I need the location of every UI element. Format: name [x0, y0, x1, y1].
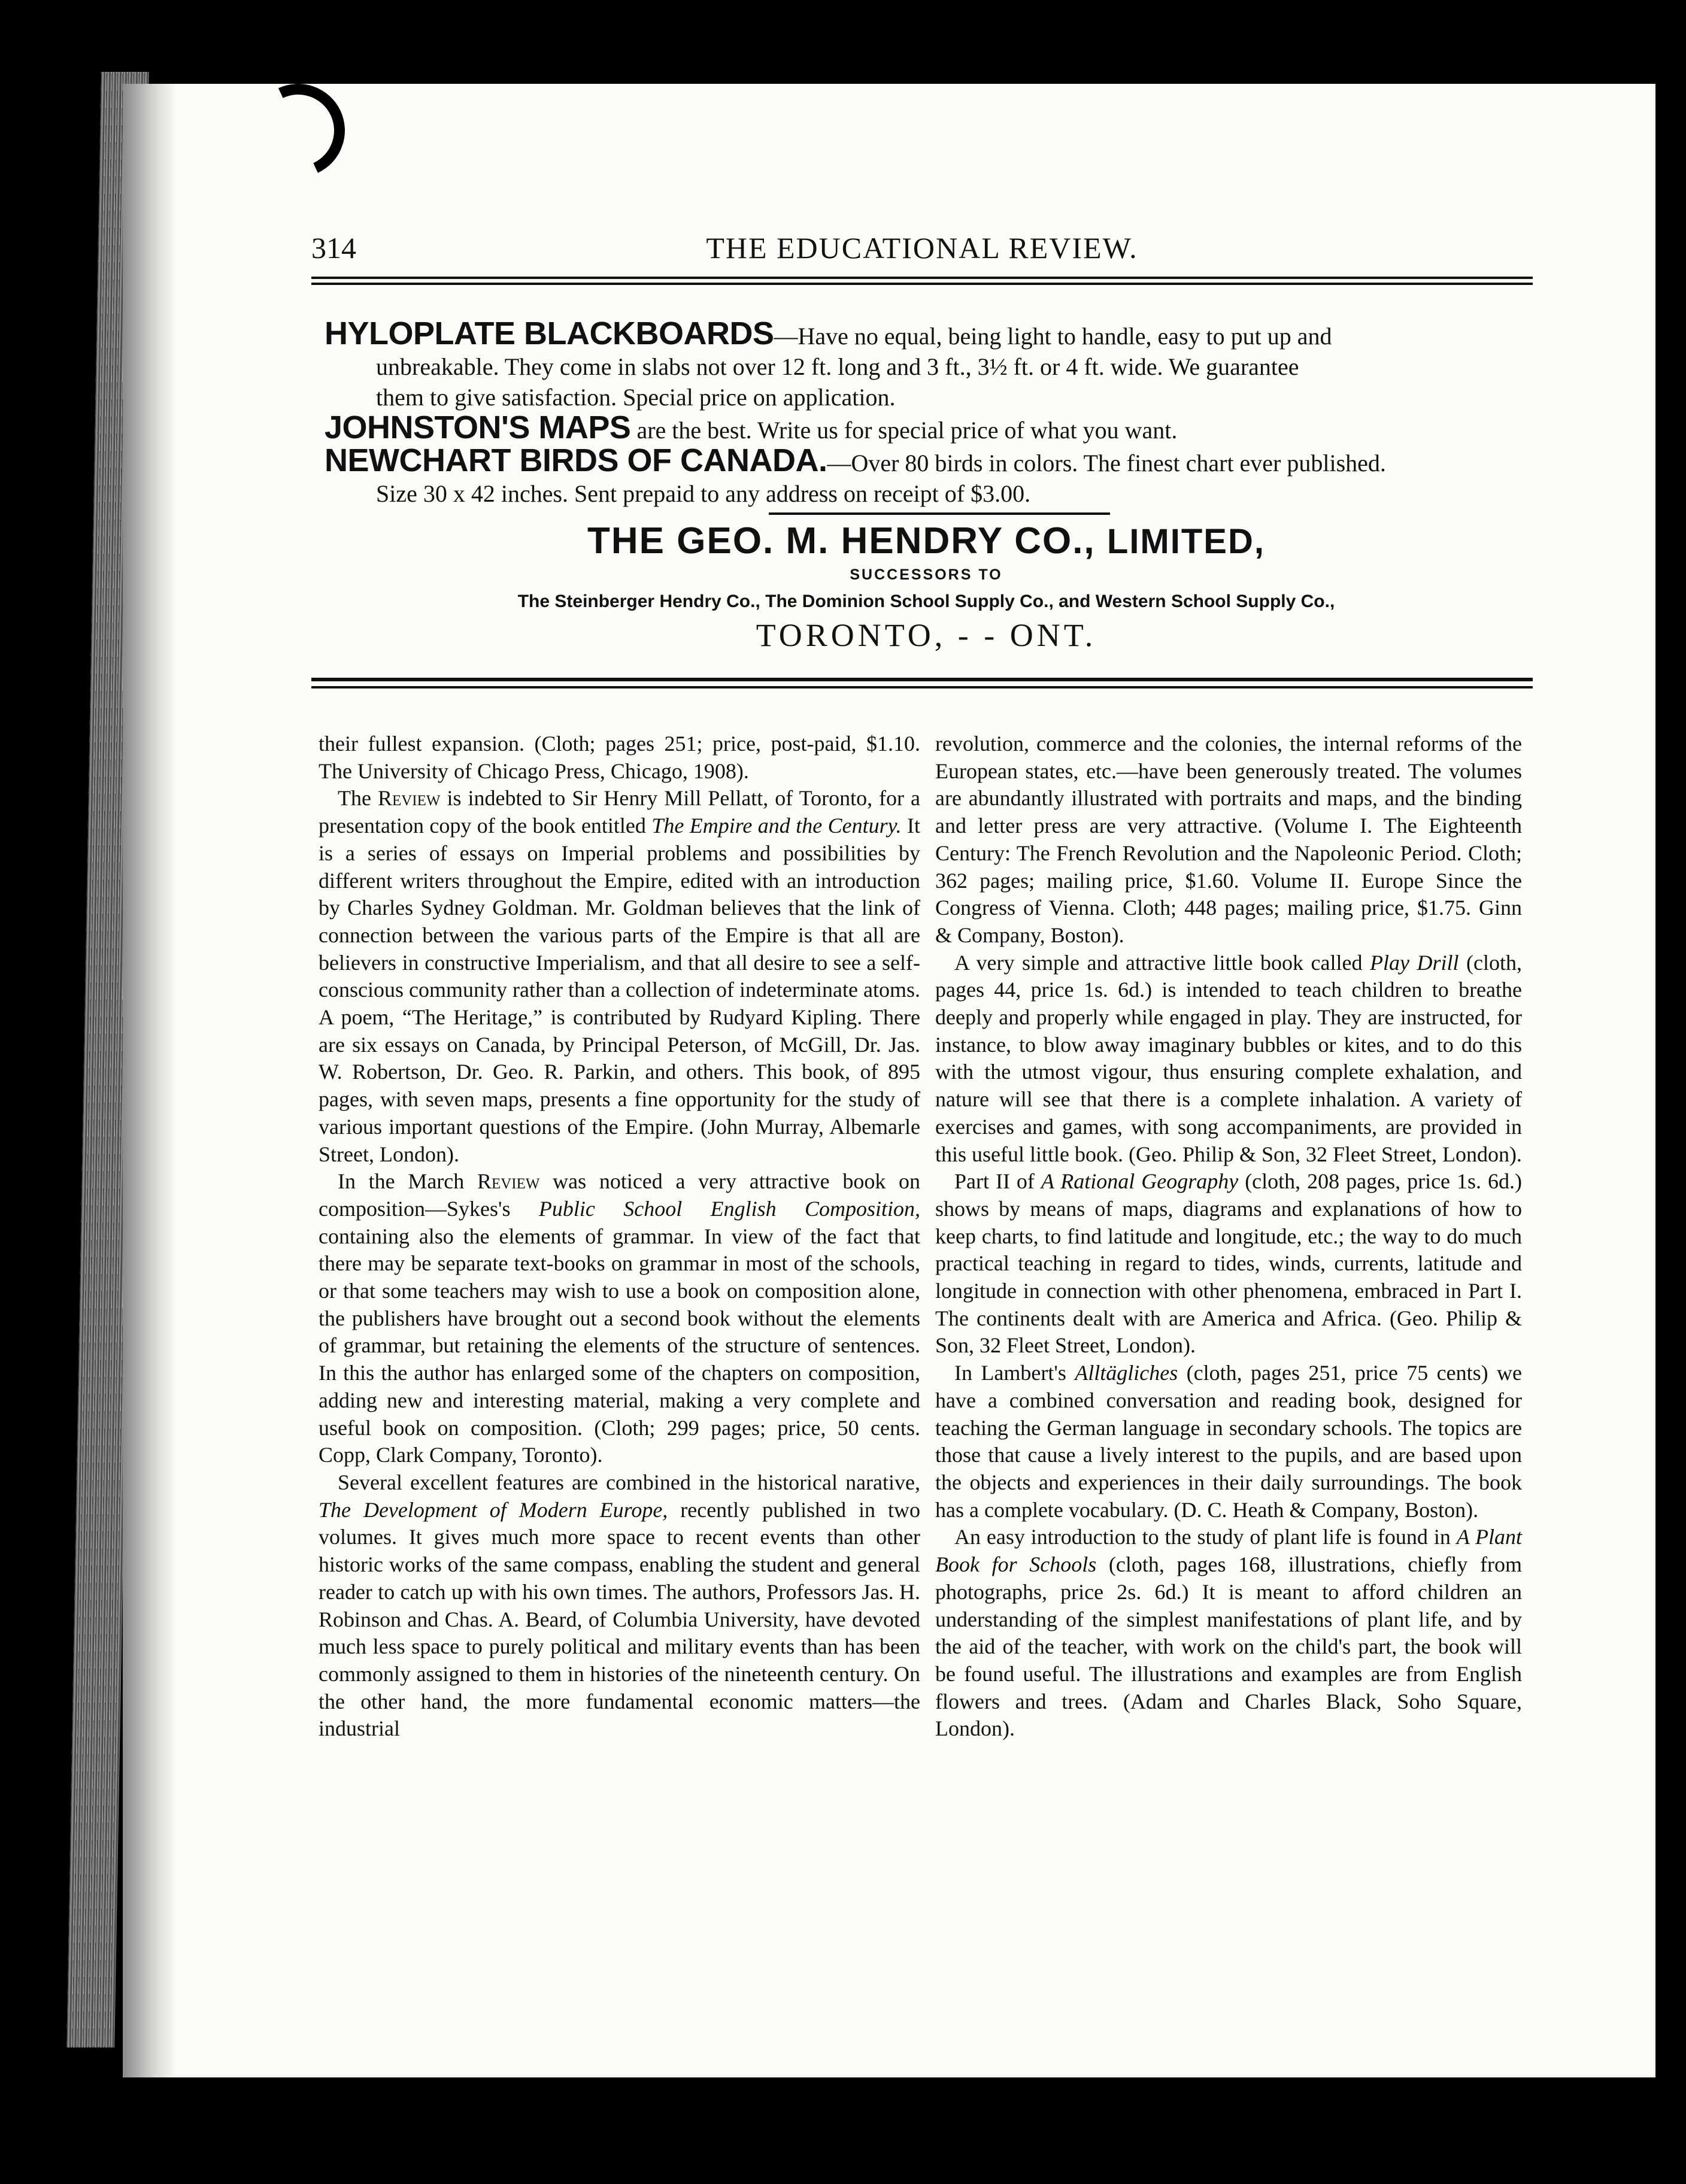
- hyloplate-heading: HYLOPLATE BLACKBOARDS: [325, 316, 774, 351]
- left-paragraph-2: [319, 785, 920, 1168]
- left-paragraph-4: [319, 1469, 920, 1743]
- hyloplate-text: —Have no equal, being light to handle, easy to put up and: [774, 323, 1332, 350]
- left-paragraph-3: [319, 1168, 920, 1469]
- maps-text: are the best. Write us for special price of what you want.: [630, 417, 1178, 444]
- right-paragraph-1: revolution, commerce and the colonies, the internal reforms of the European states, etc.—have been generously treated. The volumes are abundantly illustrated with portraits and maps, and the binding and letter press are very attractive. (Volume I. The Eighteenth Century: The French Revolution and the Napoleonic Period. Cloth; 362 pages; mailing price, $1.60. Volume II. Europe Since the Congress of Vienna. Cloth; 448 pages; mailing price, $1.75. Ginn & Company, Boston).: [935, 732, 1522, 947]
- page-header: [311, 230, 1533, 272]
- birds-line-2: Size 30 x 42 inches. Sent prepaid to any address on receipt of $3.00.: [376, 480, 1031, 507]
- text-run: It is a series of essays on Imperial problems and possibilities by different writers throughout the Empire, edited with an introduction by Charles Sydney Goldman. Mr. Goldman believes that the link of connection between the various parts of the Empire is that all are believers in constructive Imperialism, and that all desire to see a self-conscious community rather than a collection of indeterminate atoms. A poem, “The Heritage,” is contributed by Rudyard Kipling. There are six essays on Canada, by Principal Peterson, of McGill, Dr. Jas. W. Robertson, Dr. Geo. R. Parkin, and others. This book, of 895 pages, with seven maps, presents a fine opportunity for the study of various important questions of the Empire. (John Murray, Albemarle Street, London).: [319, 814, 920, 1166]
- book-title: Play Drill: [1369, 950, 1459, 975]
- text-run: In Lambert's: [954, 1361, 1075, 1385]
- book-title: A Plant Book for Schools: [935, 1525, 1522, 1577]
- text-run: (cloth, pages 168, illustrations, chiefly from photographs, price 2s. 6d.) It is meant to afford children an understanding of the simplest manifestations of plant life, and by the aid of the teacher, with work on the child's part, the book will be found useful. The illustrations and examples are from English flowers and trees. (Adam and Charles Black, Soho Square, London).: [935, 1552, 1522, 1741]
- page-number: 314: [311, 231, 356, 265]
- advertisement-top-rule: [311, 277, 1533, 285]
- book-title: Alltägliches: [1075, 1361, 1178, 1385]
- predecessor-companies: The Steinberger Hendry Co., The Dominion School Supply Co., and Western School Supply Co.,: [517, 592, 1335, 611]
- book-title: A Rational Geography: [1041, 1169, 1239, 1194]
- text-run: is indebted to Sir Henry Mill Pellatt, of Toronto, for a presentation copy of the book entitled: [319, 786, 920, 838]
- right-paragraph-2: [935, 950, 1522, 1169]
- text-run: An easy introduction to the study of plant life is found in: [954, 1525, 1457, 1549]
- birds-heading: NEWCHART BIRDS OF CANADA.: [325, 442, 827, 478]
- right-column: [935, 730, 1522, 1743]
- advertisement-bottom-rule: [311, 678, 1533, 688]
- text-run: (cloth, pages 251, price 75 cents) we have a combined conversation and reading book, designed for teaching the German language in secondary schools. The topics are those that cause a lively interest to the pupils, and are based upon the objects and experiences in their daily surroundings. The book has a complete vocabulary. (D. C. Heath & Company, Boston).: [935, 1361, 1522, 1522]
- company-city: TORONTO, - - ONT.: [756, 617, 1097, 653]
- right-paragraph-4: [935, 1360, 1522, 1524]
- left-column: [319, 730, 920, 1743]
- review-smallcaps: Review: [377, 786, 441, 811]
- journal-title: THE EDUCATIONAL REVIEW.: [706, 231, 1138, 265]
- text-run: was noticed a very attractive book on composition—Sykes's: [319, 1169, 920, 1221]
- successors-label: SUCCESSORS TO: [850, 566, 1003, 583]
- hyloplate-line-1: [325, 318, 1528, 351]
- birds-text: —Over 80 birds in colors. The finest chart ever published.: [827, 450, 1386, 477]
- book-title: The Empire and the Century.: [651, 814, 902, 838]
- hyloplate-line-3: them to give satisfaction. Special price on application.: [376, 384, 896, 411]
- text-run: Several excellent features are combined in the historical narative,: [338, 1470, 920, 1494]
- company-name-main: THE GEO. M. HENDRY CO.,: [587, 520, 1107, 562]
- book-title: The Development of Modern Europe,: [319, 1497, 668, 1522]
- advertisement-content: [325, 318, 1528, 652]
- text-run: containing also the elements of grammar. In view of the fact that there may be separate text-books on grammar in most of the schools, or that some teachers may wish to use a book on composition alone, the publishers have brought out a second book without the elements of grammar, but retaining the elements of the structure of sentences. In this the author has enlarged some of the chapters on composition, adding new and interesting material, making a very complete and useful book on composition. (Cloth; 299 pages; price, 50 cents. Copp, Clark Company, Toronto).: [319, 1224, 920, 1467]
- text-run: (cloth, 208 pages, price 1s. 6d.) shows by means of maps, diagrams and explanations of how to keep charts, to find latitude and longitude, etc.; the way to do much practical teaching in regard to tides, winds, currents, latitude and longitude in connection with other phenomena, embraced in Part I. The continents dealt with are America and Africa. (Geo. Philip & Son, 32 Fleet Street, London).: [935, 1169, 1522, 1358]
- left-paragraph-1: their fullest expansion. (Cloth; pages 251; price, post-paid, $1.10. The University of Chicago Press, Chicago, 1908).: [319, 732, 920, 783]
- review-smallcaps: Review: [477, 1169, 540, 1194]
- right-paragraph-3: [935, 1168, 1522, 1360]
- advertisement-divider: [769, 512, 1110, 515]
- text-run: The: [338, 786, 378, 811]
- book-title: Public School English Composition,: [538, 1196, 920, 1221]
- text-run: (cloth, pages 44, price 1s. 6d.) is intended to teach children to breathe deeply and properly while engaged in play. They are instructed, for instance, to blow away imaginary bubbles or kites, and to do this with the utmost vigour, thus ensuring complete exhalation, and nature will see that there is a complete inhalation. A variety of exercises and games, with song accompaniments, are provided in this useful little book. (Geo. Philip & Son, 32 Fleet Street, London).: [935, 950, 1522, 1166]
- birds-line-1: [325, 442, 1528, 478]
- company-name: [325, 518, 1528, 565]
- company-name-suffix: LIMITED,: [1106, 522, 1265, 561]
- binding-shadow: [123, 84, 177, 2077]
- text-run: Part II of: [954, 1169, 1041, 1194]
- text-run: In the March: [338, 1169, 477, 1194]
- maps-line: [325, 412, 1528, 445]
- text-run: recently published in two volumes. It gives much more space to recent events than other historic works of the same compass, enabling the student and general reader to catch up with his own times. The authors, Professors Jas. H. Robinson and Chas. A. Beard, of Columbia University, have devoted much less space to purely political and military events than has been commonly assigned to them in histories of the nineteenth century. On the other hand, the more fundamental economic matters—the industrial: [319, 1497, 920, 1741]
- text-run: A very simple and attractive little book called: [954, 950, 1370, 975]
- advertisement-box: [311, 277, 1533, 696]
- hyloplate-line-2: unbreakable. They come in slabs not over 12 ft. long and 3 ft., 3½ ft. or 4 ft. wide. We guarantee: [376, 353, 1299, 380]
- right-paragraph-5: [935, 1524, 1522, 1743]
- maps-heading: JOHNSTON'S MAPS: [325, 410, 631, 445]
